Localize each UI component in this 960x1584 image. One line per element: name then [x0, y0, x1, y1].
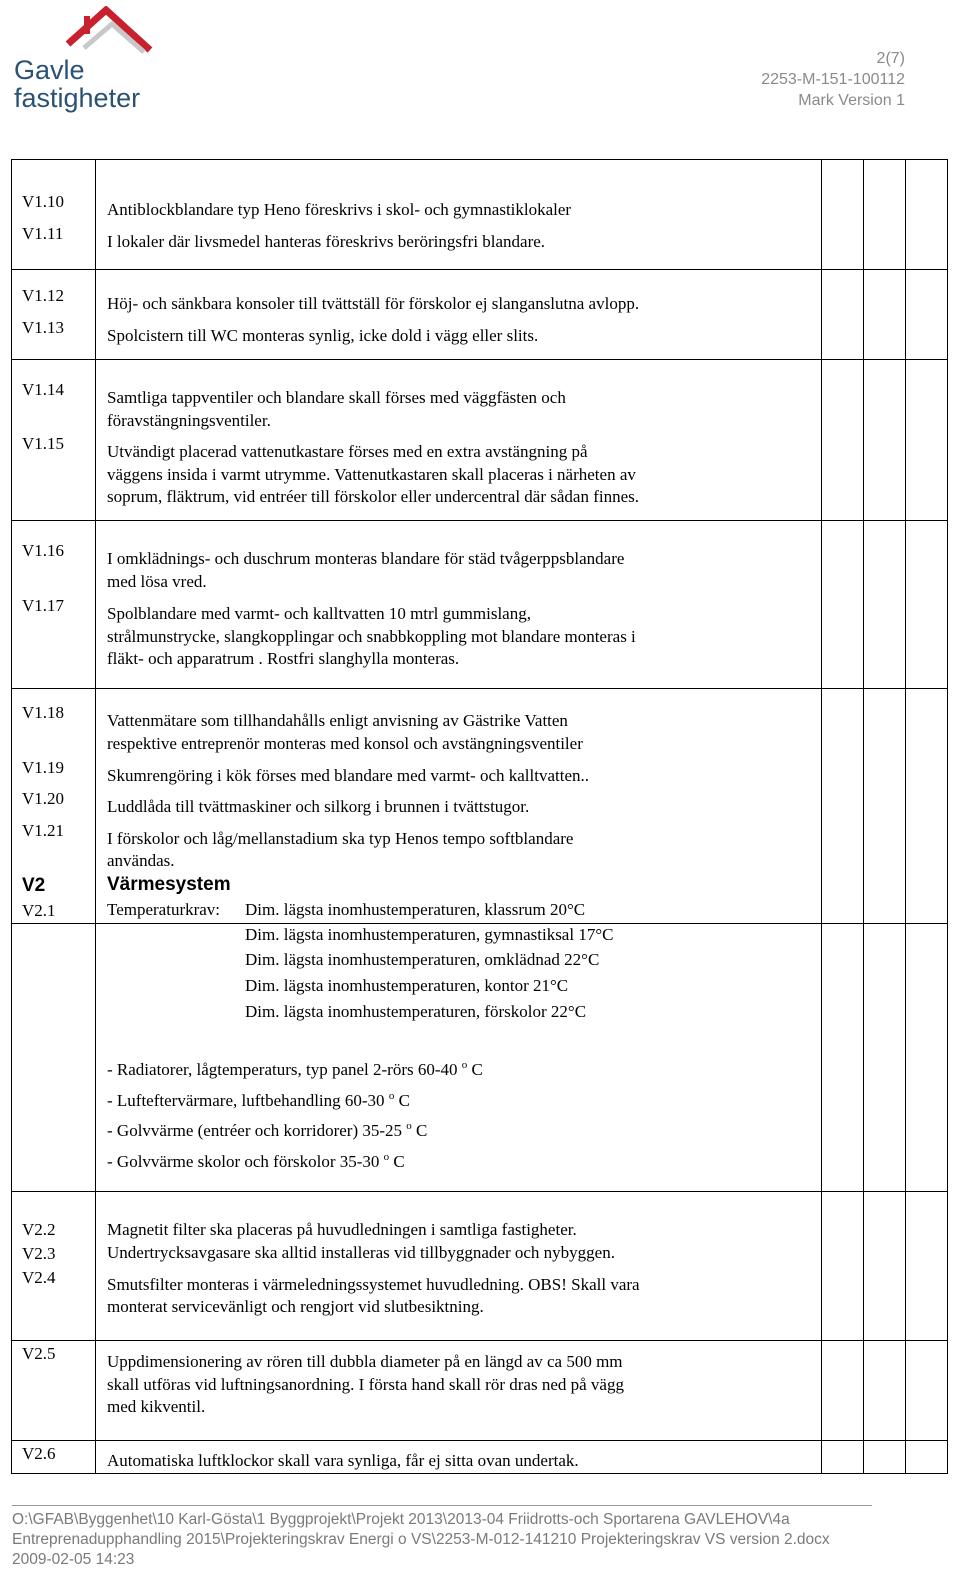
- temperature-label: Temperaturkrav:: [107, 900, 221, 919]
- item-text: Antiblockblandare typ Heno föreskrivs i skol- och gymnastiklokaler: [107, 200, 572, 219]
- degree-sup: o: [461, 1059, 468, 1071]
- item-number: V1.12: [22, 286, 65, 305]
- degree-unit: C: [398, 1091, 410, 1110]
- item-text: med kikventil.: [107, 1397, 206, 1416]
- document-version: Mark Version 1: [798, 92, 905, 109]
- row-line: [11, 269, 948, 270]
- heating-text: - Golvvärme skolor och förskolor 35-30: [107, 1152, 380, 1171]
- item-text: Utvändigt placerad vattenutkastare förses med en extra avstängning på: [107, 442, 588, 461]
- item-number: V1.19: [22, 758, 65, 777]
- item-text: I förskolor och låg/mellanstadium ska typ Henos tempo softblandare: [107, 829, 574, 848]
- item-number: V1.16: [22, 541, 65, 560]
- heating-line: [107, 1146, 405, 1174]
- item-number: V2.5: [22, 1344, 56, 1363]
- item-text: Automatiska luftklockor skall vara synliga, får ej sitta ovan undertak.: [107, 1451, 579, 1470]
- heating-text: - Radiatorer, lågtemperaturs, typ panel 2-rörs 60-40: [107, 1060, 458, 1079]
- heating-line: [107, 1115, 427, 1143]
- heating-line: [107, 1085, 410, 1113]
- row-line: [11, 688, 948, 689]
- row-line: [11, 159, 948, 160]
- item-text: Smutsfilter monteras i värmeledningssystemet huvudledning. OBS! Skall vara: [107, 1275, 640, 1294]
- item-text: Samtliga tappventiler och blandare skall förses med väggfästen och: [107, 388, 566, 407]
- item-text: Höj- och sänkbara konsoler till tvättställ för förskolor ej slanganslutna avlopp.: [107, 294, 640, 313]
- item-text: Spolblandare med varmt- och kalltvatten 10 mtrl gummislang,: [107, 604, 531, 623]
- item-text: monterat servicevänligt och rengjort vid slutbesiktning.: [107, 1297, 484, 1316]
- row-line: [11, 1440, 948, 1441]
- row-line: [11, 1191, 948, 1192]
- logo-text-gavle: Gavle: [14, 55, 85, 85]
- item-number: V1.17: [22, 596, 65, 615]
- check-column-divider-1: [821, 159, 822, 1474]
- temperature-requirement: Dim. lägsta inomhustemperaturen, gymnastiksal 17°C: [245, 925, 614, 944]
- company-logo: [14, 6, 154, 116]
- footer-divider: [12, 1505, 872, 1506]
- section-number: V2: [22, 875, 46, 896]
- temperature-requirement: Dim. lägsta inomhustemperaturen, omklädnad 22°C: [245, 950, 600, 969]
- item-text: Magnetit filter ska placeras på huvudledningen i samtliga fastigheter.: [107, 1220, 577, 1239]
- degree-sup: o: [406, 1120, 412, 1132]
- degree-unit: C: [393, 1152, 405, 1171]
- temperature-requirement: Dim. lägsta inomhustemperaturen, förskolor 22°C: [245, 1002, 587, 1021]
- row-line: [11, 520, 948, 521]
- heating-text: - Golvvärme (entréer och korridorer) 35-25: [107, 1121, 403, 1140]
- item-number: V2.6: [22, 1444, 56, 1463]
- item-number: V1.15: [22, 434, 65, 453]
- item-number: V2.4: [22, 1268, 56, 1287]
- item-text: Uppdimensionering av rören till dubbla diameter på en längd av ca 500 mm: [107, 1352, 623, 1371]
- check-column-divider-2: [863, 159, 864, 1474]
- logo-text-fastigheter: fastigheter: [14, 83, 141, 113]
- item-text: fläkt- och apparatrum . Rostfri slanghylla monteras.: [107, 649, 460, 668]
- degree-sup: o: [388, 1090, 395, 1102]
- table-border-right: [947, 159, 948, 1474]
- heating-line: [107, 1054, 483, 1082]
- item-number: V1.21: [22, 821, 65, 840]
- item-text: Undertrycksavgasare ska alltid installeras vid tillbyggnader och nybyggen.: [107, 1243, 615, 1262]
- item-text: Spolcistern till WC monteras synlig, icke dold i vägg eller slits.: [107, 326, 539, 345]
- check-column-divider-3: [905, 159, 906, 1474]
- file-path-line-2: Entreprenadupphandling 2015\Projekteringskrav Energi o VS\2253-M-012-141210 Projekteringskrav VS version 2.docx: [12, 1531, 830, 1548]
- degree-sup: o: [383, 1151, 390, 1163]
- temperature-requirement: Dim. lägsta inomhustemperaturen, klassrum 20°C: [245, 900, 586, 919]
- item-number: V1.13: [22, 318, 65, 337]
- document-footer: [12, 1510, 830, 1570]
- item-number: V1.20: [22, 789, 65, 808]
- document-header: [761, 48, 905, 111]
- row-line: [11, 359, 948, 360]
- item-number: V2.3: [22, 1244, 56, 1263]
- footer-timestamp: 2009-02-05 14:23: [12, 1551, 135, 1568]
- row-line: [11, 1340, 948, 1341]
- item-number: V2.2: [22, 1220, 56, 1239]
- item-text: Luddlåda till tvättmaskiner och silkorg i brunnen i tvättstugor.: [107, 797, 530, 816]
- item-text: skall utföras vid luftningsanordning. I första hand skall rör dras ned på vägg: [107, 1375, 624, 1394]
- item-number: V1.14: [22, 380, 65, 399]
- item-text: med lösa vred.: [107, 572, 207, 591]
- page-number: 2(7): [876, 50, 905, 67]
- item-text: soprum, fläktrum, vid entréer till förskolor eller undercentral där sådan finnes.: [107, 487, 640, 506]
- item-number: V1.11: [22, 224, 64, 243]
- table-border-left: [11, 159, 12, 1474]
- item-text: väggens insida i varmt utrymme. Vattenutkastaren skall placeras i närheten av: [107, 465, 636, 484]
- file-path-line-1: O:\GFAB\Byggenhet\10 Karl-Gösta\1 Byggprojekt\Projekt 2013\2013-04 Friidrotts-och Sportarena GAVLEHOV\4a: [12, 1511, 790, 1528]
- document-number: 2253-M-151-100112: [761, 71, 905, 88]
- item-text: I lokaler där livsmedel hanteras föreskrivs beröringsfri blandare.: [107, 232, 546, 251]
- house-roof-icon: [54, 6, 164, 62]
- item-number: V1.18: [22, 703, 65, 722]
- row-line: [11, 1473, 948, 1474]
- temperature-requirement: Dim. lägsta inomhustemperaturen, kontor 21°C: [245, 976, 569, 995]
- item-number: V2.1: [22, 901, 56, 920]
- degree-unit: C: [471, 1060, 483, 1079]
- item-number: V1.10: [22, 192, 65, 211]
- item-text: Skumrengöring i kök förses med blandare med varmt- och kalltvatten..: [107, 766, 590, 785]
- table-column-divider: [95, 159, 96, 1474]
- item-text: I omklädnings- och duschrum monteras blandare för städ tvågerppsblandare: [107, 549, 625, 568]
- degree-unit: C: [416, 1121, 428, 1140]
- section-title: Värmesystem: [107, 874, 231, 895]
- item-text: användas.: [107, 851, 175, 870]
- heating-text: - Lufteftervärmare, luftbehandling 60-30: [107, 1091, 385, 1110]
- item-text: strålmunstrycke, slangkopplingar och snabbkoppling mot blandare monteras i: [107, 627, 636, 646]
- item-text: föravstängningsventiler.: [107, 411, 271, 430]
- item-text: respektive entreprenör monteras med konsol och avstängningsventiler: [107, 734, 583, 753]
- item-text: Vattenmätare som tillhandahålls enligt anvisning av Gästrike Vatten: [107, 711, 568, 730]
